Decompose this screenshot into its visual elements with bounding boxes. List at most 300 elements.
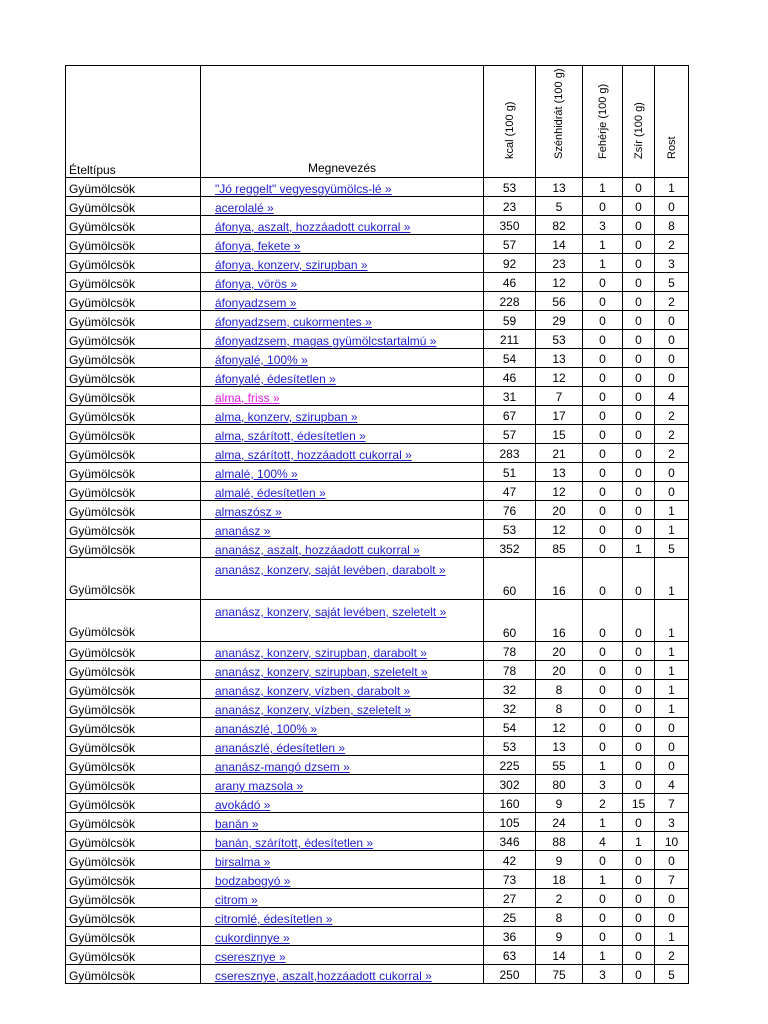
fiber-cell: 0 — [655, 889, 689, 908]
fiber-cell: 0 — [655, 368, 689, 387]
food-type-cell: Gyümölcsök — [66, 775, 201, 794]
food-name-cell — [201, 444, 484, 463]
food-type-cell: Gyümölcsök — [66, 292, 201, 311]
food-name-cell — [201, 482, 484, 501]
fiber-cell: 0 — [655, 851, 689, 870]
fat-cell: 0 — [623, 178, 655, 197]
table-row — [66, 794, 689, 813]
protein-cell: 0 — [583, 889, 623, 908]
food-name-link[interactable]: cseresznye » — [215, 950, 286, 964]
food-type-cell: Gyümölcsök — [66, 661, 201, 680]
fat-cell: 0 — [623, 813, 655, 832]
kcal-cell: 31 — [484, 387, 536, 406]
fiber-cell: 0 — [655, 311, 689, 330]
food-name-cell — [201, 558, 484, 600]
food-type-cell: Gyümölcsök — [66, 406, 201, 425]
kcal-cell: 352 — [484, 539, 536, 558]
food-name-cell — [201, 254, 484, 273]
fat-cell: 0 — [623, 463, 655, 482]
food-name-cell — [201, 292, 484, 311]
fat-cell: 1 — [623, 539, 655, 558]
protein-cell: 0 — [583, 197, 623, 216]
carbs-cell: 55 — [536, 756, 583, 775]
carbs-cell: 8 — [536, 680, 583, 699]
header-fat — [623, 66, 655, 178]
food-name-cell — [201, 889, 484, 908]
fat-cell: 0 — [623, 482, 655, 501]
food-name-link[interactable]: alma, szárított, hozzáadott cukorral » — [215, 448, 412, 462]
carbs-cell: 5 — [536, 197, 583, 216]
fiber-cell: 5 — [655, 965, 689, 984]
kcal-cell: 346 — [484, 832, 536, 851]
carbs-cell: 8 — [536, 699, 583, 718]
kcal-cell: 350 — [484, 216, 536, 235]
protein-cell: 1 — [583, 813, 623, 832]
table-row — [66, 520, 689, 539]
fiber-cell: 10 — [655, 832, 689, 851]
food-name-cell — [201, 737, 484, 756]
kcal-cell: 32 — [484, 699, 536, 718]
food-name-link[interactable]: ananász-mangó dzsem » — [215, 760, 350, 774]
fiber-cell: 0 — [655, 349, 689, 368]
header-carbs — [536, 66, 583, 178]
protein-cell: 3 — [583, 775, 623, 794]
food-type-cell: Gyümölcsök — [66, 501, 201, 520]
food-name-link[interactable]: almalé, édesítetlen » — [215, 486, 326, 500]
carbs-cell: 20 — [536, 661, 583, 680]
food-type-cell: Gyümölcsök — [66, 718, 201, 737]
food-name-cell — [201, 349, 484, 368]
fat-cell: 0 — [623, 254, 655, 273]
protein-cell: 2 — [583, 794, 623, 813]
fiber-cell: 0 — [655, 463, 689, 482]
carbs-cell: 12 — [536, 368, 583, 387]
carbs-cell: 14 — [536, 946, 583, 965]
table-row — [66, 813, 689, 832]
carbs-cell: 15 — [536, 425, 583, 444]
protein-cell: 0 — [583, 661, 623, 680]
kcal-cell: 32 — [484, 680, 536, 699]
protein-cell: 0 — [583, 558, 623, 600]
food-name-link[interactable]: áfonya, konzerv, szirupban » — [215, 258, 368, 272]
food-name-cell — [201, 756, 484, 775]
protein-cell: 0 — [583, 718, 623, 737]
food-name-cell — [201, 520, 484, 539]
food-type-cell: Gyümölcsök — [66, 254, 201, 273]
fat-cell: 0 — [623, 927, 655, 946]
header-food-type: Ételtípus — [66, 66, 201, 178]
table-row — [66, 368, 689, 387]
carbs-cell: 13 — [536, 737, 583, 756]
fiber-cell: 7 — [655, 794, 689, 813]
food-type-cell: Gyümölcsök — [66, 794, 201, 813]
food-name-cell — [201, 387, 484, 406]
food-name-link[interactable]: ananász, konzerv, vízben, szeletelt » — [215, 703, 411, 717]
protein-cell: 0 — [583, 737, 623, 756]
protein-cell: 0 — [583, 501, 623, 520]
carbs-cell: 20 — [536, 501, 583, 520]
kcal-cell: 27 — [484, 889, 536, 908]
food-type-cell: Gyümölcsök — [66, 216, 201, 235]
fat-cell: 0 — [623, 330, 655, 349]
kcal-cell: 73 — [484, 870, 536, 889]
food-type-cell: Gyümölcsök — [66, 444, 201, 463]
fat-cell: 0 — [623, 311, 655, 330]
food-type-cell: Gyümölcsök — [66, 425, 201, 444]
food-name-cell — [201, 330, 484, 349]
fat-cell: 0 — [623, 680, 655, 699]
carbs-cell: 56 — [536, 292, 583, 311]
food-name-cell — [201, 870, 484, 889]
food-name-link[interactable]: ananász, aszalt, hozzáadott cukorral » — [215, 543, 420, 557]
protein-cell: 1 — [583, 946, 623, 965]
food-type-cell: Gyümölcsök — [66, 520, 201, 539]
kcal-cell: 51 — [484, 463, 536, 482]
food-name-link[interactable]: bodzabogyó » — [215, 874, 291, 888]
food-name-link[interactable]: áfonyalé, édesítetlen » — [215, 372, 336, 386]
table-row — [66, 425, 689, 444]
carbs-cell: 17 — [536, 406, 583, 425]
protein-cell: 0 — [583, 292, 623, 311]
fiber-cell: 0 — [655, 482, 689, 501]
food-name-link[interactable]: cukordinnye » — [215, 931, 290, 945]
food-name-link[interactable]: ananász, konzerv, vízben, darabolt » — [215, 684, 411, 698]
food-name-link[interactable]: ananász, konzerv, saját levében, szeletelt » — [215, 605, 447, 619]
fat-cell: 15 — [623, 794, 655, 813]
kcal-cell: 160 — [484, 794, 536, 813]
food-name-cell — [201, 775, 484, 794]
protein-cell: 1 — [583, 254, 623, 273]
food-name-link[interactable]: acerolalé » — [215, 201, 274, 215]
fiber-cell: 0 — [655, 756, 689, 775]
fat-cell: 0 — [623, 197, 655, 216]
protein-cell: 0 — [583, 520, 623, 539]
table-row — [66, 699, 689, 718]
table-row — [66, 832, 689, 851]
fat-cell: 0 — [623, 292, 655, 311]
header-fiber-label: Rost — [665, 136, 678, 159]
fiber-cell: 1 — [655, 501, 689, 520]
fat-cell: 0 — [623, 851, 655, 870]
kcal-cell: 46 — [484, 273, 536, 292]
kcal-cell: 57 — [484, 425, 536, 444]
food-name-cell — [201, 832, 484, 851]
fiber-cell: 2 — [655, 946, 689, 965]
food-type-cell: Gyümölcsök — [66, 349, 201, 368]
food-name-cell — [201, 661, 484, 680]
kcal-cell: 78 — [484, 642, 536, 661]
food-name-cell — [201, 197, 484, 216]
table-row — [66, 444, 689, 463]
fiber-cell: 2 — [655, 292, 689, 311]
protein-cell: 0 — [583, 699, 623, 718]
food-type-cell: Gyümölcsök — [66, 927, 201, 946]
carbs-cell: 88 — [536, 832, 583, 851]
food-name-cell — [201, 600, 484, 642]
fiber-cell: 0 — [655, 718, 689, 737]
food-type-cell: Gyümölcsök — [66, 946, 201, 965]
table-row — [66, 600, 689, 642]
header-carbs-label: Szénhidrát (100 g) — [553, 68, 565, 159]
food-name-link[interactable]: birsalma » — [215, 855, 271, 869]
food-type-cell: Gyümölcsök — [66, 680, 201, 699]
kcal-cell: 105 — [484, 813, 536, 832]
kcal-cell: 283 — [484, 444, 536, 463]
table-row — [66, 292, 689, 311]
kcal-cell: 53 — [484, 520, 536, 539]
fiber-cell: 0 — [655, 197, 689, 216]
carbs-cell: 75 — [536, 965, 583, 984]
table-row — [66, 558, 689, 600]
fat-cell: 0 — [623, 444, 655, 463]
food-name-cell — [201, 368, 484, 387]
carbs-cell: 7 — [536, 387, 583, 406]
food-name-link[interactable]: áfonya, fekete » — [215, 239, 301, 253]
food-type-cell: Gyümölcsök — [66, 642, 201, 661]
food-name-link[interactable]: alma, szárított, édesítetlen » — [215, 429, 366, 443]
carbs-cell: 12 — [536, 520, 583, 539]
fiber-cell: 0 — [655, 908, 689, 927]
carbs-cell: 9 — [536, 851, 583, 870]
protein-cell: 1 — [583, 235, 623, 254]
food-type-cell: Gyümölcsök — [66, 368, 201, 387]
header-fiber — [655, 66, 689, 178]
table-row — [66, 406, 689, 425]
fiber-cell: 4 — [655, 775, 689, 794]
food-name-link[interactable]: cseresznye, aszalt,hozzáadott cukorral » — [215, 969, 432, 983]
protein-cell: 1 — [583, 756, 623, 775]
table-row — [66, 889, 689, 908]
fat-cell: 0 — [623, 908, 655, 927]
food-type-cell: Gyümölcsök — [66, 558, 201, 600]
food-name-link[interactable]: áfonya, aszalt, hozzáadott cukorral » — [215, 220, 411, 234]
food-type-cell: Gyümölcsök — [66, 311, 201, 330]
kcal-cell: 46 — [484, 368, 536, 387]
carbs-cell: 24 — [536, 813, 583, 832]
fiber-cell: 2 — [655, 235, 689, 254]
fiber-cell: 1 — [655, 661, 689, 680]
food-name-cell — [201, 273, 484, 292]
food-name-link[interactable]: ananászlé, 100% » — [215, 722, 318, 736]
fiber-cell: 5 — [655, 539, 689, 558]
food-name-cell — [201, 235, 484, 254]
carbs-cell: 14 — [536, 235, 583, 254]
food-name-link[interactable]: ananász, konzerv, saját levében, darabolt » — [215, 563, 446, 577]
food-name-cell — [201, 539, 484, 558]
protein-cell: 0 — [583, 425, 623, 444]
fat-cell: 0 — [623, 501, 655, 520]
carbs-cell: 13 — [536, 349, 583, 368]
fiber-cell: 0 — [655, 330, 689, 349]
food-name-cell — [201, 813, 484, 832]
food-name-cell — [201, 425, 484, 444]
protein-cell: 0 — [583, 311, 623, 330]
fiber-cell: 1 — [655, 178, 689, 197]
fat-cell: 0 — [623, 889, 655, 908]
kcal-cell: 53 — [484, 178, 536, 197]
food-name-link[interactable]: áfonyadzsem » — [215, 296, 297, 310]
carbs-cell: 23 — [536, 254, 583, 273]
carbs-cell: 29 — [536, 311, 583, 330]
food-name-link[interactable]: áfonyadzsem, magas gyümölcstartalmú » — [215, 334, 437, 348]
food-type-cell: Gyümölcsök — [66, 699, 201, 718]
protein-cell: 3 — [583, 965, 623, 984]
table-row — [66, 311, 689, 330]
table-row — [66, 273, 689, 292]
protein-cell: 0 — [583, 680, 623, 699]
food-name-link[interactable]: arany mazsola » — [215, 779, 304, 793]
table-row — [66, 330, 689, 349]
protein-cell: 0 — [583, 539, 623, 558]
carbs-cell: 9 — [536, 794, 583, 813]
kcal-cell: 63 — [484, 946, 536, 965]
protein-cell: 0 — [583, 851, 623, 870]
table-row — [66, 178, 689, 197]
food-name-link[interactable]: ananász, konzerv, szirupban, szeletelt » — [215, 665, 428, 679]
food-type-cell: Gyümölcsök — [66, 197, 201, 216]
food-name-cell — [201, 965, 484, 984]
fiber-cell: 1 — [655, 642, 689, 661]
nutrition-table — [65, 65, 689, 984]
fat-cell: 0 — [623, 965, 655, 984]
food-name-link[interactable]: banán » — [215, 817, 259, 831]
food-name-link[interactable]: áfonyadzsem, cukormentes » — [215, 315, 372, 329]
food-name-link[interactable]: ananász, konzerv, szirupban, darabolt » — [215, 646, 427, 660]
kcal-cell: 23 — [484, 197, 536, 216]
table-row — [66, 254, 689, 273]
food-name-cell — [201, 946, 484, 965]
kcal-cell: 60 — [484, 558, 536, 600]
food-name-link[interactable]: alma, friss » — [215, 391, 280, 405]
food-type-cell: Gyümölcsök — [66, 387, 201, 406]
food-name-link[interactable]: áfonya, vörös » — [215, 277, 298, 291]
fat-cell: 0 — [623, 661, 655, 680]
food-type-cell: Gyümölcsök — [66, 870, 201, 889]
protein-cell: 0 — [583, 463, 623, 482]
food-name-link[interactable]: áfonyalé, 100% » — [215, 353, 308, 367]
food-name-link[interactable]: ananászlé, édesítetlen » — [215, 741, 346, 755]
food-name-cell — [201, 216, 484, 235]
fiber-cell: 0 — [655, 737, 689, 756]
header-protein-label: Fehérje (100 g) — [596, 83, 609, 159]
food-type-cell: Gyümölcsök — [66, 482, 201, 501]
food-type-cell: Gyümölcsök — [66, 539, 201, 558]
food-name-link[interactable]: almalé, 100% » — [215, 467, 298, 481]
food-name-link[interactable]: avokádó » — [215, 798, 271, 812]
kcal-cell: 225 — [484, 756, 536, 775]
food-name-cell — [201, 927, 484, 946]
table-row — [66, 235, 689, 254]
food-type-cell: Gyümölcsök — [66, 813, 201, 832]
food-name-link[interactable]: "Jó reggelt" vegyesgyümölcs-lé » — [215, 182, 392, 196]
table-row — [66, 680, 689, 699]
kcal-cell: 36 — [484, 927, 536, 946]
fat-cell: 0 — [623, 946, 655, 965]
kcal-cell: 228 — [484, 292, 536, 311]
carbs-cell: 80 — [536, 775, 583, 794]
protein-cell: 4 — [583, 832, 623, 851]
protein-cell: 0 — [583, 444, 623, 463]
carbs-cell: 8 — [536, 908, 583, 927]
table-row — [66, 539, 689, 558]
food-name-link[interactable]: alma, konzerv, szirupban » — [215, 410, 358, 424]
protein-cell: 0 — [583, 273, 623, 292]
header-name: Megnevezés — [201, 66, 484, 178]
carbs-cell: 13 — [536, 178, 583, 197]
fat-cell: 1 — [623, 832, 655, 851]
food-name-link[interactable]: citromlé, édesítetlen » — [215, 912, 333, 926]
kcal-cell: 54 — [484, 718, 536, 737]
food-name-cell — [201, 794, 484, 813]
carbs-cell: 82 — [536, 216, 583, 235]
food-name-cell — [201, 908, 484, 927]
carbs-cell: 16 — [536, 600, 583, 642]
kcal-cell: 25 — [484, 908, 536, 927]
protein-cell: 1 — [583, 178, 623, 197]
protein-cell: 3 — [583, 216, 623, 235]
table-row — [66, 946, 689, 965]
food-name-link[interactable]: almaszósz » — [215, 505, 282, 519]
fiber-cell: 1 — [655, 600, 689, 642]
carbs-cell: 12 — [536, 718, 583, 737]
table-row — [66, 216, 689, 235]
food-type-cell: Gyümölcsök — [66, 965, 201, 984]
fiber-cell: 2 — [655, 425, 689, 444]
table-row — [66, 927, 689, 946]
header-kcal-label: kcal (100 g) — [503, 101, 516, 159]
protein-cell: 0 — [583, 330, 623, 349]
fat-cell: 0 — [623, 520, 655, 539]
fat-cell: 0 — [623, 718, 655, 737]
fat-cell: 0 — [623, 273, 655, 292]
table-row — [66, 349, 689, 368]
protein-cell: 0 — [583, 642, 623, 661]
carbs-cell: 85 — [536, 539, 583, 558]
fiber-cell: 1 — [655, 927, 689, 946]
kcal-cell: 78 — [484, 661, 536, 680]
food-name-link[interactable]: citrom » — [215, 893, 258, 907]
protein-cell: 1 — [583, 870, 623, 889]
carbs-cell: 18 — [536, 870, 583, 889]
fat-cell: 0 — [623, 235, 655, 254]
protein-cell: 0 — [583, 349, 623, 368]
food-name-cell — [201, 406, 484, 425]
table-row — [66, 463, 689, 482]
kcal-cell: 54 — [484, 349, 536, 368]
kcal-cell: 67 — [484, 406, 536, 425]
food-type-cell: Gyümölcsök — [66, 851, 201, 870]
food-type-cell: Gyümölcsök — [66, 178, 201, 197]
fiber-cell: 3 — [655, 254, 689, 273]
table-row — [66, 718, 689, 737]
food-name-link[interactable]: ananász » — [215, 524, 271, 538]
carbs-cell: 12 — [536, 482, 583, 501]
header-fat-label: Zsír (100 g) — [632, 102, 645, 159]
table-row — [66, 908, 689, 927]
kcal-cell: 302 — [484, 775, 536, 794]
kcal-cell: 250 — [484, 965, 536, 984]
carbs-cell: 9 — [536, 927, 583, 946]
kcal-cell: 211 — [484, 330, 536, 349]
fiber-cell: 8 — [655, 216, 689, 235]
table-row — [66, 851, 689, 870]
fat-cell: 0 — [623, 387, 655, 406]
food-name-link[interactable]: banán, szárított, édesítetlen » — [215, 836, 374, 850]
kcal-cell: 57 — [484, 235, 536, 254]
carbs-cell: 2 — [536, 889, 583, 908]
fiber-cell: 2 — [655, 406, 689, 425]
food-type-cell: Gyümölcsök — [66, 908, 201, 927]
